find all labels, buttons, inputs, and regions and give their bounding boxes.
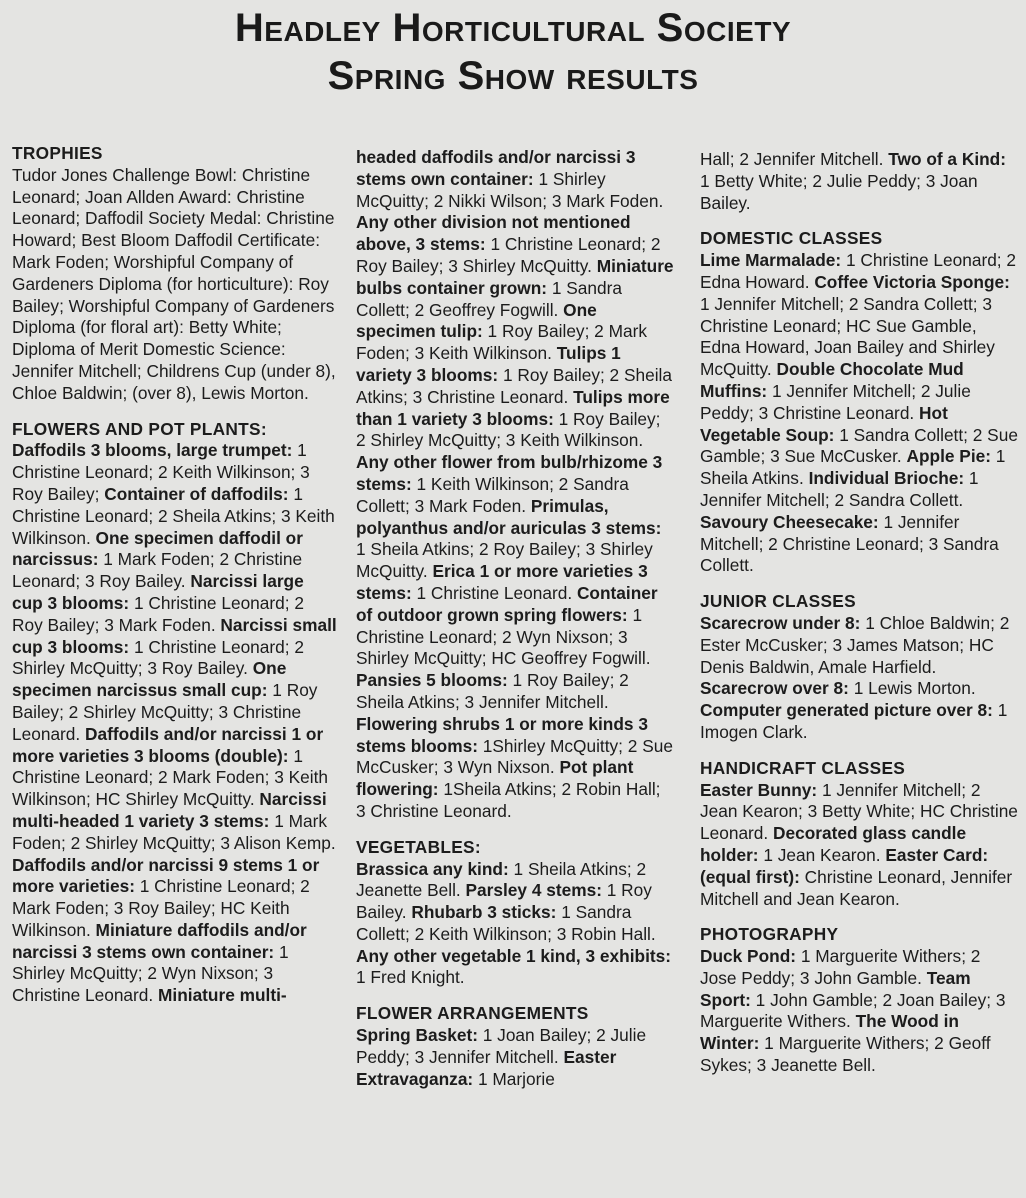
section-entries	[700, 613, 1020, 744]
class-winners: 1 Sandra Collett; 2 Keith Wilkinson; 3 Robin Hall.	[356, 902, 656, 944]
class-name: Easter Card: (equal first):	[700, 844, 989, 887]
class-name: Container of outdoor grown spring flowers:	[356, 582, 658, 625]
class-name: Any other flower from bulb/rhizome 3 stems:	[356, 452, 663, 494]
class-name: Daffodils and/or narcissi 1 or more varieties 3 blooms (double):	[12, 723, 324, 766]
class-winners: 1 Roy Bailey; 2 Shirley McQuitty; 3 Christine Leonard.	[12, 680, 318, 744]
class-name: Tulips 1 variety 3 blooms:	[356, 343, 621, 385]
class-winners: 1 Shirley McQuitty; 2 Nikki Wilson; 3 Mark Foden.	[356, 168, 664, 211]
section-heading: PHOTOGRAPHY	[700, 924, 839, 945]
class-result	[158, 985, 287, 1005]
section-entries	[700, 149, 1020, 214]
class-winners: 1 Christine Leonard; 2 Keith Wilkinson; 3 Roy Bailey;	[12, 440, 310, 504]
section-entries	[356, 859, 674, 990]
class-winners: 1 Fred Knight.	[356, 967, 465, 988]
class-result	[356, 147, 663, 211]
class-result	[700, 512, 999, 576]
class-winners: 1 Christine Leonard; 2 Wyn Nixson; 3 Shirley McQuitty; HC Geoffrey Fogwill.	[356, 604, 651, 669]
headline-line-1: Headley Horticultural Society	[234, 6, 792, 50]
results-column-3	[700, 149, 1020, 1091]
class-name: Decorated glass candle holder:	[700, 823, 967, 865]
results-column-1	[12, 143, 338, 1021]
class-name: Any other division not mentioned above, 3 stems:	[356, 212, 631, 255]
section-heading: DOMESTIC CLASSES	[700, 228, 883, 249]
class-name: Apple Pie:	[906, 446, 991, 467]
class-name: Miniature multi-	[158, 985, 287, 1006]
section-entries	[700, 250, 1020, 577]
class-result	[700, 149, 888, 169]
results-section	[700, 924, 1020, 1077]
class-winners: 1 Imogen Clark.	[700, 700, 1008, 742]
section-entries	[356, 147, 674, 823]
class-winners: 1 Sheila Atkins; 2 Jeanette Bell.	[356, 858, 647, 901]
class-winners: 1 Roy Bailey; 2 Mark Foden; 3 Keith Wilkinson.	[356, 321, 647, 364]
results-section	[700, 591, 1020, 744]
results-section	[356, 837, 674, 990]
class-winners: 1 Christine Leonard.	[411, 582, 577, 603]
class-winners: 1 Christine Leonard; 2 Roy Bailey; 3 Mark Foden.	[12, 592, 304, 635]
class-name: One specimen daffodil or narcissus:	[12, 527, 303, 570]
class-winners: Hall; 2 Jennifer Mitchell.	[700, 149, 889, 169]
class-name: Scarecrow under 8:	[700, 612, 861, 633]
results-section	[700, 228, 1020, 577]
class-winners: 1 Roy Bailey; 2 Sheila Atkins; 3 Jennifer Mitchell.	[356, 670, 629, 712]
class-name: headed daffodils and/or narcissi 3 stems own container:	[356, 147, 636, 189]
class-name: Miniature daffodils and/or narcissi 3 stems own container:	[12, 919, 307, 962]
class-name: Any other vegetable 1 kind, 3 exhibits:	[356, 945, 671, 966]
section-heading: FLOWERS AND POT PLANTS:	[12, 418, 267, 439]
class-name: The Wood in Winter:	[700, 1011, 959, 1054]
class-name: Container of daffodils:	[104, 483, 289, 504]
section-heading: JUNIOR CLASSES	[700, 591, 856, 612]
results-section	[700, 149, 1020, 214]
class-name: Double Chocolate Mud Muffins:	[700, 359, 964, 401]
class-name: Spring Basket:	[356, 1025, 478, 1046]
class-winners: 1 Jennifer Mitchell; 2 Julie Peddy; 3 Christine Leonard.	[700, 380, 971, 423]
class-winners: 1 Christine Leonard; 2 Mark Foden; 3 Keith Wilkinson; HC Shirley McQuitty.	[12, 745, 329, 810]
results-section	[356, 147, 674, 823]
class-result	[12, 165, 336, 403]
class-result	[700, 700, 1007, 742]
class-winners: 1 Chloe Baldwin; 2 Ester McCusker; 3 James Matson; HC Denis Baldwin, Amale Harfield.	[700, 612, 1010, 677]
class-name: Duck Pond:	[700, 946, 797, 967]
class-winners: 1 Marguerite Withers; 2 Geoff Sykes; 3 Jeanette Bell.	[700, 1033, 991, 1076]
class-name: Erica 1 or more varieties 3 stems:	[356, 561, 648, 603]
class-winners: 1 Christine Leonard; 2 Mark Foden; 3 Roy Bailey; HC Keith Wilkinson.	[12, 876, 310, 940]
class-name: Tulips more than 1 variety 3 blooms:	[356, 386, 670, 429]
section-entries	[356, 1025, 674, 1090]
class-name: Individual Brioche:	[808, 468, 965, 489]
class-winners: 1 Roy Bailey.	[356, 880, 652, 923]
class-name: Brassica any kind:	[356, 858, 509, 879]
class-name: Daffodils 3 blooms, large trumpet:	[12, 440, 293, 461]
class-winners: 1 Jennifer Mitchell; 2 Sandra Collett.	[700, 468, 979, 510]
class-name: Scarecrow over 8:	[700, 678, 849, 699]
class-result	[356, 452, 662, 516]
class-winners: 1 Christine Leonard; 2 Shirley McQuitty; 3 Roy Bailey.	[12, 636, 304, 679]
class-result	[356, 670, 629, 712]
class-name: Easter Bunny:	[700, 779, 818, 800]
class-winners: 1 Christine Leonard; 2 Sheila Atkins; 3 Keith Wilkinson.	[12, 483, 335, 548]
class-winners: 1Shirley McQuitty; 2 Sue McCusker; 3 Wyn Nixson.	[356, 735, 673, 778]
class-result	[700, 613, 1009, 677]
results-section	[12, 419, 338, 1008]
class-name: Coffee Victoria Sponge:	[814, 271, 1010, 292]
section-heading: TROPHIES	[12, 143, 103, 163]
class-winners: 1 Jennifer Mitchell; 2 Christine Leonard; 3 Sandra Collett.	[700, 511, 999, 576]
class-name: Savoury Cheesecake:	[700, 511, 879, 532]
class-winners: Christine Leonard, Jennifer Mitchell and Jean Kearon.	[700, 866, 1013, 909]
section-entries	[700, 946, 1020, 1077]
section-entries	[12, 165, 338, 405]
headline-line-2: Spring Show results	[327, 54, 699, 98]
class-winners: 1 Marguerite Withers; 2 Jose Peddy; 3 John Gamble.	[700, 946, 981, 988]
class-winners: 1 Jean Kearon.	[758, 844, 886, 865]
class-name: Narcissi large cup 3 blooms:	[12, 571, 304, 613]
class-name: Miniature bulbs container grown:	[356, 255, 674, 298]
section-heading: FLOWER ARRANGEMENTS	[356, 1003, 589, 1024]
class-name: One specimen tulip:	[356, 299, 597, 342]
class-winners: 1 Mark Foden; 2 Shirley McQuitty; 3 Alison Kemp.	[12, 810, 336, 853]
class-name: Primulas, polyanthus and/or auriculas 3 stems:	[356, 495, 662, 538]
class-name: Hot Vegetable Soup:	[700, 402, 948, 445]
section-entries	[700, 780, 1020, 911]
class-winners: 1 Sheila Atkins.	[700, 446, 1006, 489]
class-name: One specimen narcissus small cup:	[12, 658, 287, 701]
class-winners: 1 Jennifer Mitchell; 2 Jean Kearon; 3 Betty White; HC Christine Leonard.	[700, 779, 1018, 844]
section-heading: HANDICRAFT CLASSES	[700, 757, 906, 778]
class-name: Narcissi small cup 3 blooms:	[12, 614, 337, 657]
class-name: Rhubarb 3 sticks:	[411, 902, 557, 923]
class-winners: 1 Joan Bailey; 2 Julie Peddy; 3 Jennifer Mitchell.	[356, 1025, 647, 1067]
class-winners: 1 Christine Leonard; 2 Edna Howard.	[700, 250, 1017, 292]
class-winners: 1 John Gamble; 2 Joan Bailey; 3 Marguerite Withers.	[700, 989, 1006, 1032]
class-winners: 1 Christine Leonard; 2 Roy Bailey; 3 Shirley McQuitty.	[356, 234, 661, 276]
section-heading: VEGETABLES:	[356, 836, 481, 857]
class-winners: 1 Sandra Collett; 2 Geoffrey Fogwill.	[356, 277, 623, 320]
article-headline	[0, 4, 1026, 100]
class-name: Parsley 4 stems:	[465, 880, 602, 901]
class-winners: 1 Roy Bailey; 2 Sheila Atkins; 3 Christine Leonard.	[356, 364, 673, 407]
class-name: Daffodils and/or narcissi 9 stems 1 or more varieties:	[12, 854, 320, 897]
class-result	[356, 946, 671, 988]
class-winners: 1 Keith Wilkinson; 2 Sandra Collett; 3 Mark Foden.	[356, 473, 629, 516]
class-winners: 1 Mark Foden; 2 Christine Leonard; 3 Roy Bailey.	[12, 549, 303, 592]
section-entries	[12, 440, 338, 1007]
class-name: Narcissi multi-headed 1 variety 3 stems:	[12, 789, 327, 831]
class-winners: 1 Jennifer Mitchell; 2 Sandra Collett; 3 Christine Leonard; HC Sue Gamble, Edna Howard, Joan Bailey and Shirley McQuitty.	[700, 293, 995, 380]
class-name: Lime Marmalade:	[700, 250, 842, 271]
class-winners: 1 Sandra Collett; 2 Sue Gamble; 3 Sue McCusker.	[700, 424, 1018, 467]
class-winners: 1 Sheila Atkins; 2 Roy Bailey; 3 Shirley McQuitty.	[356, 539, 653, 582]
class-name: Pansies 5 blooms:	[356, 670, 508, 691]
class-winners: 1Sheila Atkins; 2 Robin Hall; 3 Christine Leonard.	[356, 779, 661, 821]
results-section	[700, 758, 1020, 911]
class-winners: 1 Betty White; 2 Julie Peddy; 3 Joan Bailey.	[700, 170, 978, 213]
class-winners: 1 Marjorie	[473, 1068, 555, 1089]
class-name: Easter Extravaganza:	[356, 1046, 617, 1089]
class-name: Flowering shrubs 1 or more kinds 3 stems blooms:	[356, 713, 648, 756]
class-name: Pot plant flowering:	[356, 757, 634, 800]
class-name: Two of a Kind:	[888, 149, 1006, 169]
class-name: Team Sport:	[700, 967, 971, 1010]
results-column-2	[356, 147, 674, 1104]
results-section	[12, 143, 338, 405]
class-name: Computer generated picture over 8:	[700, 700, 993, 721]
class-winners: Tudor Jones Challenge Bowl: Christine Leonard; Joan Allden Award: Christine Leonard; Daffodil Society Medal: Christine Howard; Best Bloom Daffodil Certificate: Mark Foden; Worshipful Company of Gardeners Diploma (for horticulture): Roy Bailey; Worshipful Company of Gardeners Diploma (for floral art): Betty White; Diploma of Merit Domestic Science: Jennifer Mitchell; Childrens Cup (under 8), Chloe Baldwin; (over 8), Lewis Morton.	[12, 164, 336, 403]
class-winners: 1 Shirley McQuitty; 2 Wyn Nixson; 3 Christine Leonard.	[12, 941, 289, 1006]
results-section	[356, 1003, 674, 1090]
class-result	[700, 678, 976, 698]
class-winners: 1 Lewis Morton.	[848, 678, 976, 699]
class-winners: 1 Roy Bailey; 2 Shirley McQuitty; 3 Keith Wilkinson.	[356, 408, 661, 451]
